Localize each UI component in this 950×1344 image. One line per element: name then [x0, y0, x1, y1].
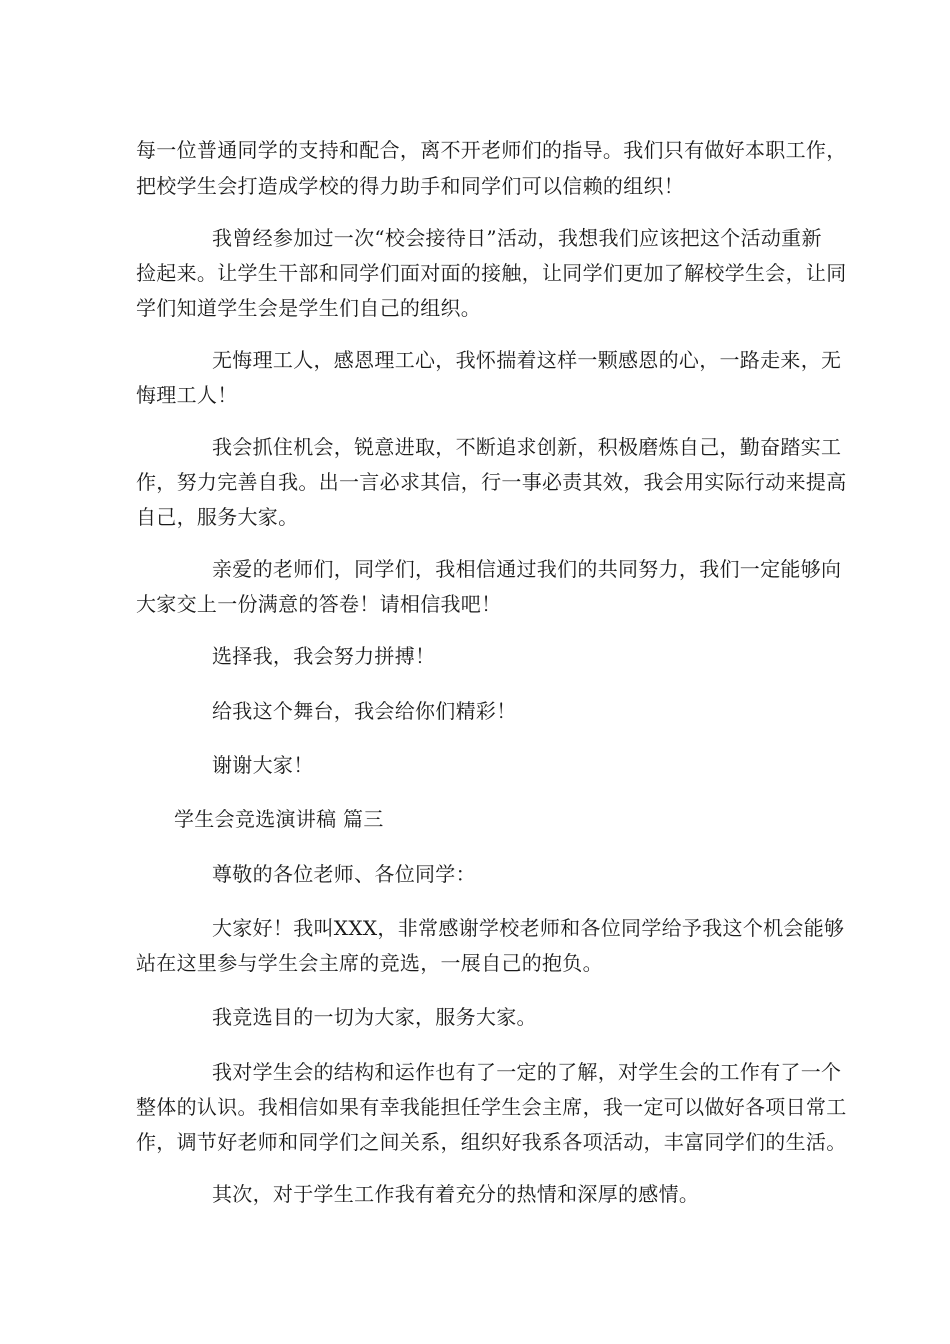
text-line: 学们知道学生会是学生们自己的组织。: [136, 296, 482, 320]
text-line: 我曾经参加过一次“校会接待日”活动，我想我们应该把这个活动重新: [212, 226, 822, 250]
text-line: 我会抓住机会，锐意进取，不断追求创新，积极磨炼自己，勤奋踏实工: [212, 435, 842, 459]
text-line: 作，调节好老师和同学们之间关系，组织好我系各项活动，丰富同学们的生活。: [136, 1130, 847, 1154]
paragraph: 选择我，我会努力拼搏！: [212, 644, 436, 668]
text-line: 捡起来。让学生干部和同学们面对面的接触，让同学们更加了解校学生会，让同: [136, 261, 847, 285]
paragraph: 给我这个舞台，我会给你们精彩！: [212, 699, 517, 723]
salutation: 尊敬的各位老师、各位同学：: [212, 862, 476, 886]
text-line: 作，努力完善自我。出一言必求其信，行一事必责其效，我会用实际行动来提高: [136, 470, 847, 494]
text-line: 我对学生会的结构和运作也有了一定的了解，对学生会的工作有了一个: [212, 1060, 842, 1084]
paragraph: 我竞选目的一切为大家，服务大家。: [212, 1005, 537, 1029]
text-line: 站在这里参与学生会主席的竞选，一展自己的抱负。: [136, 951, 603, 975]
section-heading: 学生会竞选演讲稿 篇三: [174, 807, 384, 831]
text-line: 悔理工人！: [136, 383, 238, 407]
text-line: 自己，服务大家。: [136, 505, 299, 529]
text-line: 无悔理工人，感恩理工心，我怀揣着这样一颗感恩的心，一路走来，无: [212, 348, 842, 372]
text-line: 整体的认识。我相信如果有幸我能担任学生会主席，我一定可以做好各项日常工: [136, 1095, 847, 1119]
paragraph: 其次，对于学生工作我有着充分的热情和深厚的感情。: [212, 1182, 700, 1206]
text-line: 亲爱的老师们，同学们，我相信通过我们的共同努力，我们一定能够向: [212, 557, 842, 581]
paragraph: 谢谢大家！: [212, 753, 314, 777]
text-line: 大家好！我叫XXX，非常感谢学校老师和各位同学给予我这个机会能够: [212, 916, 845, 940]
text-line: 大家交上一份满意的答卷！请相信我吧！: [136, 592, 502, 616]
text-line: 每一位普通同学的支持和配合，离不开老师们的指导。我们只有做好本职工作，: [136, 138, 847, 162]
text-line: 把校学生会打造成学校的得力助手和同学们可以信赖的组织！: [136, 174, 685, 198]
